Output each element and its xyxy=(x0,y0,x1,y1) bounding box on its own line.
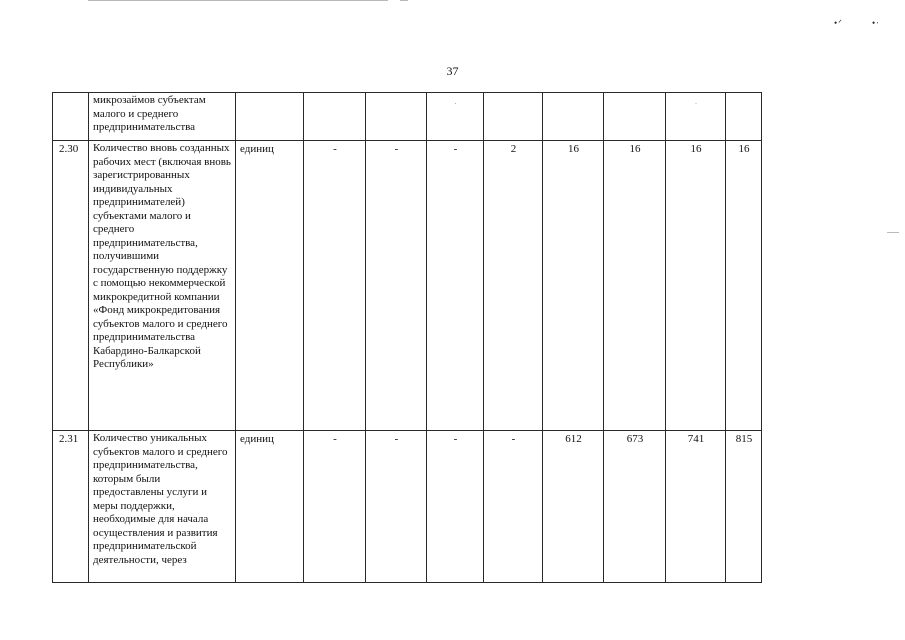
unit-cell: единиц xyxy=(236,141,304,431)
value-cell: 16 xyxy=(604,141,666,431)
value-cell xyxy=(543,93,604,141)
indicator-name-cell: Количество уникальных субъектов малого и среднего предпринимательства, которым были предоставлены услуги и меры поддержки, необходимые для начала осуществления и развития предпринимательской деятельности, через xyxy=(89,431,236,583)
value-cell xyxy=(726,93,762,141)
value-cell: 16 xyxy=(543,141,604,431)
value-cell: 741 xyxy=(666,431,726,583)
scan-artifact-line xyxy=(88,0,388,1)
value-cell xyxy=(304,93,366,141)
value-cell: - xyxy=(484,431,543,583)
indicator-name-cell: Количество вновь созданных рабочих мест (включая вновь зарегистрированных индивидуальных предпринимателей) субъектами малого и среднего предпринимательства, получившими государственную поддержку с помощью некоммерческой микрокредитной компании «Фонд микрокредитования субъектов малого и среднего предпринимательства Кабардино-Балкарской Республики» xyxy=(89,141,236,431)
value-cell xyxy=(366,93,427,141)
scan-dot: . xyxy=(454,97,457,106)
value-cell xyxy=(604,93,666,141)
scan-speck: •ᐧ xyxy=(872,18,880,28)
value-cell: - xyxy=(427,141,484,431)
scan-artifact-dash xyxy=(400,0,408,1)
value-cell: 2 xyxy=(484,141,543,431)
value-cell: - xyxy=(366,141,427,431)
value-cell: 673 xyxy=(604,431,666,583)
value-cell: 16 xyxy=(666,141,726,431)
table-row xyxy=(53,141,762,431)
value-cell: - xyxy=(304,141,366,431)
table-row xyxy=(53,431,762,583)
value-cell xyxy=(427,93,484,141)
value-cell: 612 xyxy=(543,431,604,583)
value-cell xyxy=(666,93,726,141)
unit-cell: единиц xyxy=(236,431,304,583)
value-cell: 16 xyxy=(726,141,762,431)
page-number: 37 xyxy=(446,64,459,78)
row-index-cell: 2.30 xyxy=(53,141,89,431)
indicators-table xyxy=(52,92,762,583)
row-index-cell: 2.31 xyxy=(53,431,89,583)
value-cell: - xyxy=(304,431,366,583)
scan-artifact-tick xyxy=(887,232,899,233)
value-cell xyxy=(484,93,543,141)
table-row xyxy=(53,93,762,141)
row-index-cell xyxy=(53,93,89,141)
scan-speck: •ᐟ xyxy=(834,18,843,28)
indicator-name-cell: микрозаймов субъектам малого и среднего предпринимательства xyxy=(89,93,236,141)
scan-dot: . xyxy=(695,97,697,106)
value-cell: 815 xyxy=(726,431,762,583)
value-cell: - xyxy=(366,431,427,583)
unit-cell xyxy=(236,93,304,141)
value-cell: - xyxy=(427,431,484,583)
